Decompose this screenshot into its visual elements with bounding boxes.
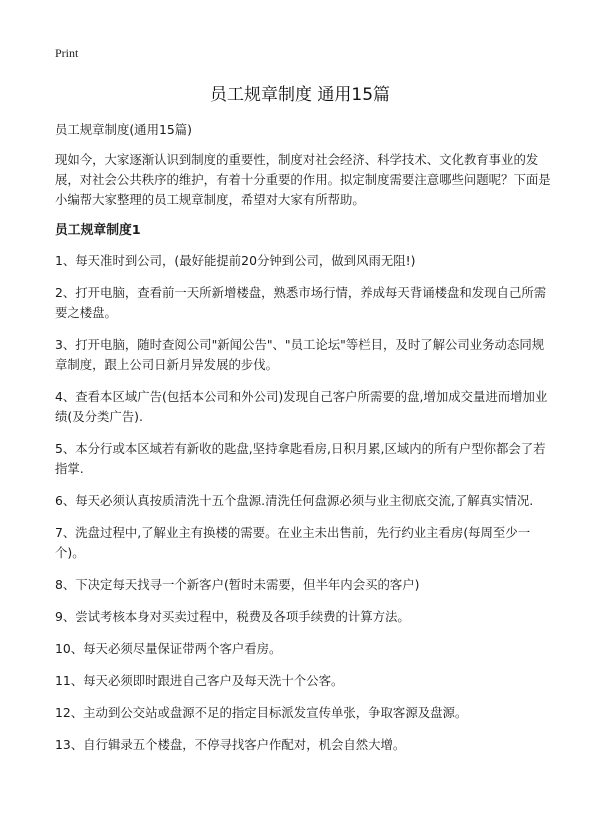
print-label: Print	[55, 46, 79, 60]
intro-paragraph: 现如今，大家逐渐认识到制度的重要性，制度对社会经济、科学技术、文化教育事业的发展，对社会公共秩序的维护，有着十分重要的作用。拟定制度需要注意哪些问题呢？下面是小编帮大家整理的员工规章制度，希望对大家有所帮助。	[55, 152, 551, 207]
rule-item-9: 9、尝试考核本身对买卖过程中，税费及各项手续费的计算方法。	[55, 609, 410, 624]
rule-item-12: 12、主动到公交站或盘源不足的指定目标派发宣传单张，争取客源及盘源。	[55, 705, 468, 720]
document-body	[55, 120, 555, 767]
rule-item-8: 8、下决定每天找寻一个新客户(暂时未需要，但半年内会买的客户)	[55, 577, 420, 592]
rule-item-3: 3、打开电脑，随时查阅公司"新闻公告"、"员工论坛"等栏目，及时了解公司业务动态同规章制度，跟上公司日新月异发展的步伐。	[55, 337, 545, 372]
rule-item-13: 13、自行辑录五个楼盘，不停寻找客户作配对，机会自然大增。	[55, 737, 406, 752]
rule-item-1: 1、每天准时到公司，(最好能提前20分钟到公司，做到风雨无阻!)	[55, 253, 416, 268]
rule-item-4: 4、查看本区域广告(包括本公司和外公司)发现自己客户所需要的盘,增加成交量进而增加业绩(及分类广告).	[55, 389, 548, 424]
rule-item-11: 11、每天必须即时跟进自己客户及每天洗十个公客。	[55, 673, 344, 688]
rule-item-7: 7、洗盘过程中,了解业主有换楼的需要。在业主未出售前，先行约业主看房(每周至少一个)。	[55, 525, 531, 560]
document-subtitle: 员工规章制度(通用15篇)	[55, 122, 192, 137]
rule-item-6: 6、每天必须认真按质清洗十五个盘源.清洗任何盘源必须与业主彻底交流,了解真实情况.	[55, 493, 534, 508]
section-heading: 员工规章制度1	[55, 223, 141, 238]
rule-item-2: 2、打开电脑，查看前一天所新增楼盘，熟悉市场行情，养成每天背诵楼盘和发现自己所需要之楼盘。	[55, 285, 547, 320]
rule-item-10: 10、每天必须尽量保证带两个客户看房。	[55, 641, 282, 656]
document-title: 员工规章制度 通用15篇	[209, 85, 391, 105]
rule-item-5: 5、本分行或本区域若有新收的匙盘,坚持拿匙看房,日积月累,区域内的所有户型你都会了若指掌.	[55, 441, 546, 476]
